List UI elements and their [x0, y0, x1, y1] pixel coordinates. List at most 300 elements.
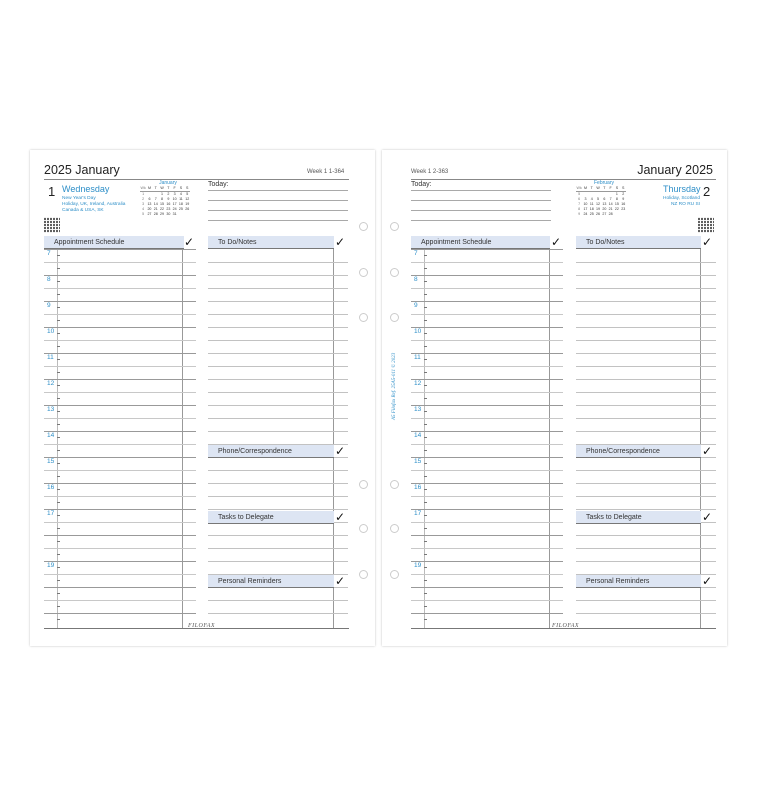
note-line	[208, 600, 348, 601]
note-line	[208, 392, 348, 393]
left-diary-page	[30, 150, 375, 646]
spine-reference-text: A5 Filofax Ref. 25A5-011 © 2023	[392, 352, 397, 420]
mini-calendar-month: February	[593, 180, 614, 186]
mini-calendar-date: 13	[602, 202, 607, 206]
half-hour-tick	[57, 320, 60, 321]
mini-calendar-week-number: 9	[578, 212, 581, 216]
mini-calendar-date: 17	[583, 207, 588, 211]
schedule-line	[44, 457, 196, 458]
mini-calendar-week-row	[576, 212, 626, 217]
punch-hole	[359, 480, 368, 489]
mini-calendar-date: 2	[167, 192, 170, 196]
half-hour-tick	[424, 463, 427, 464]
mini-calendar-date: 29	[160, 212, 165, 216]
half-hour-tick	[57, 619, 60, 620]
note-line	[576, 470, 716, 471]
todo-notes-header: To Do/Notes	[208, 236, 334, 249]
half-hour-tick	[57, 268, 60, 269]
mini-calendar-grid	[140, 186, 190, 217]
half-hour-tick	[57, 372, 60, 373]
mini-calendar-date: 5	[597, 197, 600, 201]
schedule-line	[411, 353, 563, 354]
note-line	[576, 561, 716, 562]
half-hour-tick	[424, 359, 427, 360]
mini-calendar-week-number: 5	[142, 212, 145, 216]
mini-calendar-date: 7	[154, 197, 157, 201]
mini-calendar-date: 15	[160, 202, 165, 206]
half-hour-tick	[424, 333, 427, 334]
schedule-line	[44, 392, 196, 393]
mini-calendar-date: 24	[172, 207, 177, 211]
half-hour-tick	[424, 580, 427, 581]
note-line	[208, 405, 348, 406]
header-rule	[411, 179, 716, 180]
half-hour-tick	[424, 307, 427, 308]
mini-calendar-date: 3	[584, 197, 587, 201]
half-hour-tick	[57, 307, 60, 308]
note-line	[208, 496, 348, 497]
mini-calendar-weekday: T	[165, 186, 171, 192]
check-icon: ✓	[335, 510, 346, 524]
schedule-line	[411, 249, 563, 250]
half-hour-tick	[57, 476, 60, 477]
schedule-line	[411, 262, 563, 263]
schedule-line	[44, 444, 196, 445]
hour-label: 16	[414, 484, 422, 491]
check-icon: ✓	[551, 235, 562, 249]
day-notes	[644, 196, 700, 208]
check-icon: ✓	[702, 574, 713, 588]
half-hour-tick	[424, 385, 427, 386]
mini-calendar-date: 20	[602, 207, 607, 211]
note-line	[208, 418, 348, 419]
mini-calendar-weekday: Wk	[576, 186, 582, 190]
schedule-line	[44, 548, 196, 549]
half-hour-tick	[424, 320, 427, 321]
punch-hole	[390, 570, 399, 579]
mini-calendar-date: 21	[608, 207, 613, 211]
note-line	[208, 275, 348, 276]
note-line	[208, 340, 348, 341]
today-label: Today:	[208, 181, 229, 188]
half-hour-tick	[57, 359, 60, 360]
mini-calendar	[576, 180, 632, 217]
schedule-line	[411, 470, 563, 471]
mini-calendar-date: 10	[172, 197, 177, 201]
half-hour-tick	[424, 281, 427, 282]
week-label: Week 1 2-363	[411, 169, 449, 175]
mini-calendar-date	[620, 212, 626, 217]
mini-calendar-weekday: Wk	[140, 186, 146, 190]
mini-calendar-weekday: S	[186, 186, 189, 190]
punch-hole	[390, 222, 399, 231]
half-hour-tick	[57, 606, 60, 607]
note-line	[576, 418, 716, 419]
mini-calendar-date: 17	[172, 202, 177, 206]
schedule-line	[411, 418, 563, 419]
half-hour-tick	[57, 294, 60, 295]
note-line	[576, 379, 716, 380]
schedule-line	[411, 483, 563, 484]
mini-calendar-date: 12	[185, 197, 190, 201]
mini-calendar-weekday: S	[622, 186, 625, 190]
half-hour-tick	[57, 502, 60, 503]
punch-hole	[359, 524, 368, 533]
hour-label: 12	[414, 380, 422, 387]
hour-label: 11	[414, 354, 421, 361]
schedule-line	[411, 561, 563, 562]
day-note: Holiday, UK, Ireland, Australia	[62, 202, 126, 207]
today-line	[208, 190, 348, 191]
header-rule	[44, 179, 349, 180]
half-hour-tick	[424, 398, 427, 399]
mini-calendar-date: 28	[608, 212, 613, 216]
note-line	[576, 405, 716, 406]
half-hour-tick	[57, 541, 60, 542]
phone-correspondence-header: Phone/Correspondence	[208, 445, 334, 458]
hour-label: 19	[47, 562, 55, 569]
schedule-line	[411, 587, 563, 588]
schedule-line	[44, 314, 196, 315]
schedule-line	[411, 535, 563, 536]
punch-hole	[359, 570, 368, 579]
mini-calendar-date: 30	[166, 212, 171, 216]
mini-calendar-date: 25	[589, 212, 594, 216]
schedule-line	[44, 327, 196, 328]
half-hour-tick	[57, 463, 60, 464]
hour-label: 14	[414, 432, 422, 439]
hour-label: 12	[47, 380, 55, 387]
mini-calendar-date: 1	[615, 192, 618, 196]
note-line	[208, 509, 348, 510]
mini-calendar-weekday: W	[160, 186, 164, 190]
half-hour-tick	[424, 255, 427, 256]
tasks-to-delegate-header: Tasks to Delegate	[208, 511, 334, 524]
mini-calendar-date: 11	[589, 202, 594, 206]
today-line	[208, 210, 348, 211]
half-hour-tick	[424, 450, 427, 451]
note-line	[576, 431, 716, 432]
schedule-line	[411, 431, 563, 432]
mini-calendar-weekday: T	[153, 186, 159, 192]
schedule-line	[44, 522, 196, 523]
hour-label: 17	[47, 510, 55, 517]
hour-label: 13	[47, 406, 55, 413]
hour-label: 13	[414, 406, 422, 413]
mini-calendar-date: 8	[615, 197, 618, 201]
hour-label: 15	[414, 458, 422, 465]
mini-calendar-date: 13	[147, 202, 152, 206]
half-hour-tick	[424, 437, 427, 438]
schedule-line	[44, 509, 196, 510]
mini-calendar-date: 27	[602, 212, 607, 216]
schedule-line	[411, 327, 563, 328]
mini-calendar-weekday: T	[601, 186, 607, 192]
half-hour-tick	[424, 606, 427, 607]
note-line	[208, 548, 348, 549]
mini-calendar-date: 16	[166, 202, 171, 206]
schedule-line	[411, 392, 563, 393]
half-hour-tick	[57, 398, 60, 399]
mini-calendar-date: 9	[167, 197, 170, 201]
check-column-divider	[182, 249, 183, 628]
mini-calendar-date: 26	[185, 207, 190, 211]
today-line	[411, 190, 551, 191]
mini-calendar-date: 28	[153, 212, 158, 216]
mini-calendar-date: 11	[179, 197, 183, 201]
mini-calendar-week-number: 6	[578, 197, 581, 201]
mini-calendar-date: 9	[622, 197, 625, 201]
hour-label: 16	[47, 484, 55, 491]
punch-hole	[390, 480, 399, 489]
half-hour-tick	[57, 255, 60, 256]
hour-label: 9	[414, 302, 418, 309]
schedule-line	[411, 301, 563, 302]
mini-calendar-date: 31	[172, 212, 177, 216]
mini-calendar-week-number: 4	[142, 207, 145, 211]
note-line	[576, 340, 716, 341]
check-icon: ✓	[702, 235, 713, 249]
mini-calendar-weekday: M	[583, 186, 587, 190]
schedule-line	[44, 600, 196, 601]
schedule-line	[44, 431, 196, 432]
check-column-divider	[700, 249, 701, 628]
today-line	[411, 220, 551, 221]
half-hour-tick	[57, 424, 60, 425]
day-number: 2	[703, 184, 711, 199]
mini-calendar-date: 14	[608, 202, 613, 206]
mini-calendar-date: 1	[161, 192, 164, 196]
mini-calendar-week-number: 2	[142, 197, 145, 201]
todo-notes-header: To Do/Notes	[576, 236, 701, 249]
mini-calendar-date: 21	[153, 207, 158, 211]
punch-hole	[359, 313, 368, 322]
brand-logo: FILOFAX	[188, 623, 216, 629]
half-hour-tick	[57, 528, 60, 529]
half-hour-tick	[424, 489, 427, 490]
note-line	[208, 379, 348, 380]
note-line	[576, 314, 716, 315]
mini-calendar-date: 27	[147, 212, 152, 216]
mini-calendar-date: 3	[173, 192, 176, 196]
check-icon: ✓	[702, 444, 713, 458]
note-line	[576, 600, 716, 601]
mini-calendar-weekday: T	[589, 186, 595, 192]
mini-calendar-week-number: 5	[578, 192, 581, 196]
phone-correspondence-header: Phone/Correspondence	[576, 445, 701, 458]
schedule-line	[411, 600, 563, 601]
mini-calendar-grid	[576, 186, 626, 217]
hour-label: 19	[414, 562, 422, 569]
note-line	[208, 288, 348, 289]
mini-calendar-date: 6	[148, 197, 151, 201]
note-line	[576, 613, 716, 614]
today-line	[208, 200, 348, 201]
half-hour-tick	[424, 528, 427, 529]
note-line	[576, 535, 716, 536]
hour-label: 15	[47, 458, 55, 465]
mini-calendar-date: 19	[185, 202, 190, 206]
schedule-line	[411, 314, 563, 315]
hour-label: 10	[414, 328, 422, 335]
mini-calendar	[140, 180, 196, 217]
schedule-line	[44, 535, 196, 536]
mini-calendar-date: 22	[160, 207, 165, 211]
day-name: Wednesday	[62, 184, 110, 194]
half-hour-tick	[424, 567, 427, 568]
note-line	[208, 561, 348, 562]
schedule-line	[411, 379, 563, 380]
mini-calendar-date: 23	[166, 207, 171, 211]
mini-calendar-weekday: M	[147, 186, 151, 190]
appointment-schedule-header: Appointment Schedule	[411, 236, 550, 249]
today-line	[411, 200, 551, 201]
today-line	[411, 210, 551, 211]
check-icon: ✓	[335, 444, 346, 458]
mini-calendar-weekday: F	[607, 186, 613, 192]
schedule-line	[411, 613, 563, 614]
day-number: 1	[48, 184, 56, 199]
schedule-line	[44, 275, 196, 276]
punch-hole	[390, 268, 399, 277]
half-hour-tick	[424, 372, 427, 373]
half-hour-tick	[424, 619, 427, 620]
half-hour-tick	[57, 437, 60, 438]
schedule-line	[44, 353, 196, 354]
half-hour-tick	[424, 515, 427, 516]
schedule-line	[44, 405, 196, 406]
tasks-to-delegate-header: Tasks to Delegate	[576, 511, 701, 524]
week-label: Week 1 1-364	[307, 169, 345, 175]
schedule-line	[44, 561, 196, 562]
hour-label: 7	[414, 250, 418, 257]
half-hour-tick	[57, 489, 60, 490]
qr-code-icon	[698, 217, 714, 233]
schedule-line	[44, 340, 196, 341]
note-line	[576, 327, 716, 328]
schedule-line	[411, 444, 563, 445]
mini-calendar-date: 4	[590, 197, 593, 201]
day-note: Holiday, Scotland	[663, 196, 700, 201]
half-hour-tick	[424, 554, 427, 555]
note-line	[576, 366, 716, 367]
mini-calendar-date: 18	[178, 202, 183, 206]
note-line	[208, 470, 348, 471]
schedule-line	[44, 418, 196, 419]
mini-calendar-week-number: 1	[142, 192, 145, 196]
schedule-line	[411, 522, 563, 523]
schedule-line	[44, 496, 196, 497]
half-hour-tick	[424, 294, 427, 295]
half-hour-tick	[57, 450, 60, 451]
mini-calendar-weekday: S	[179, 186, 183, 190]
mini-calendar-date: 24	[583, 212, 588, 216]
note-line	[576, 262, 716, 263]
schedule-line	[411, 288, 563, 289]
mini-calendar-date	[184, 212, 190, 217]
mini-calendar-week-number: 7	[578, 202, 581, 206]
note-line	[208, 483, 348, 484]
day-note: NZ RO RU SI	[670, 202, 700, 207]
schedule-line	[44, 262, 196, 263]
half-hour-tick	[424, 346, 427, 347]
half-hour-tick	[424, 593, 427, 594]
half-hour-tick	[57, 346, 60, 347]
schedule-line	[411, 405, 563, 406]
mini-calendar-week-number: 8	[578, 207, 581, 211]
half-hour-tick	[57, 411, 60, 412]
schedule-line	[44, 483, 196, 484]
note-line	[576, 483, 716, 484]
note-line	[208, 301, 348, 302]
check-column-divider	[549, 249, 550, 628]
hour-label: 11	[47, 354, 54, 361]
page-title: 2025 January	[44, 163, 120, 177]
half-hour-tick	[57, 580, 60, 581]
brand-logo: FILOFAX	[552, 623, 580, 629]
schedule-line	[411, 457, 563, 458]
check-icon: ✓	[184, 235, 195, 249]
schedule-line	[44, 288, 196, 289]
note-line	[576, 496, 716, 497]
note-line	[208, 262, 348, 263]
punch-hole	[359, 268, 368, 277]
schedule-line	[411, 366, 563, 367]
note-line	[576, 509, 716, 510]
half-hour-tick	[57, 567, 60, 568]
punch-hole	[359, 222, 368, 231]
punch-hole	[390, 313, 399, 322]
mini-calendar-date: 14	[153, 202, 158, 206]
mini-calendar-date: 22	[614, 207, 619, 211]
check-icon: ✓	[335, 574, 346, 588]
schedule-line	[44, 249, 196, 250]
half-hour-tick	[57, 593, 60, 594]
schedule-line	[411, 548, 563, 549]
half-hour-tick	[57, 385, 60, 386]
half-hour-tick	[424, 541, 427, 542]
note-line	[576, 275, 716, 276]
mini-calendar-date: 10	[583, 202, 588, 206]
day-name: Thursday	[663, 184, 701, 194]
half-hour-tick	[57, 515, 60, 516]
half-hour-tick	[57, 281, 60, 282]
hour-label: 7	[47, 250, 51, 257]
half-hour-tick	[424, 411, 427, 412]
mini-calendar-week-row	[140, 212, 190, 217]
note-line	[208, 353, 348, 354]
day-note: Canada & USA, SK	[62, 208, 104, 213]
mini-calendar-date: 12	[596, 202, 601, 206]
hour-label: 9	[47, 302, 51, 309]
hour-label: 14	[47, 432, 55, 439]
page-title: January 2025	[637, 163, 713, 177]
note-line	[576, 301, 716, 302]
mini-calendar-date: 15	[614, 202, 619, 206]
hour-label: 8	[47, 276, 51, 283]
note-line	[208, 366, 348, 367]
punch-hole	[390, 524, 399, 533]
schedule-line	[411, 574, 563, 575]
personal-reminders-header: Personal Reminders	[576, 575, 701, 588]
schedule-line	[44, 379, 196, 380]
note-line	[576, 288, 716, 289]
qr-code-icon	[44, 217, 60, 233]
mini-calendar-date: 18	[589, 207, 594, 211]
half-hour-tick	[424, 424, 427, 425]
half-hour-tick	[57, 554, 60, 555]
schedule-line	[44, 470, 196, 471]
